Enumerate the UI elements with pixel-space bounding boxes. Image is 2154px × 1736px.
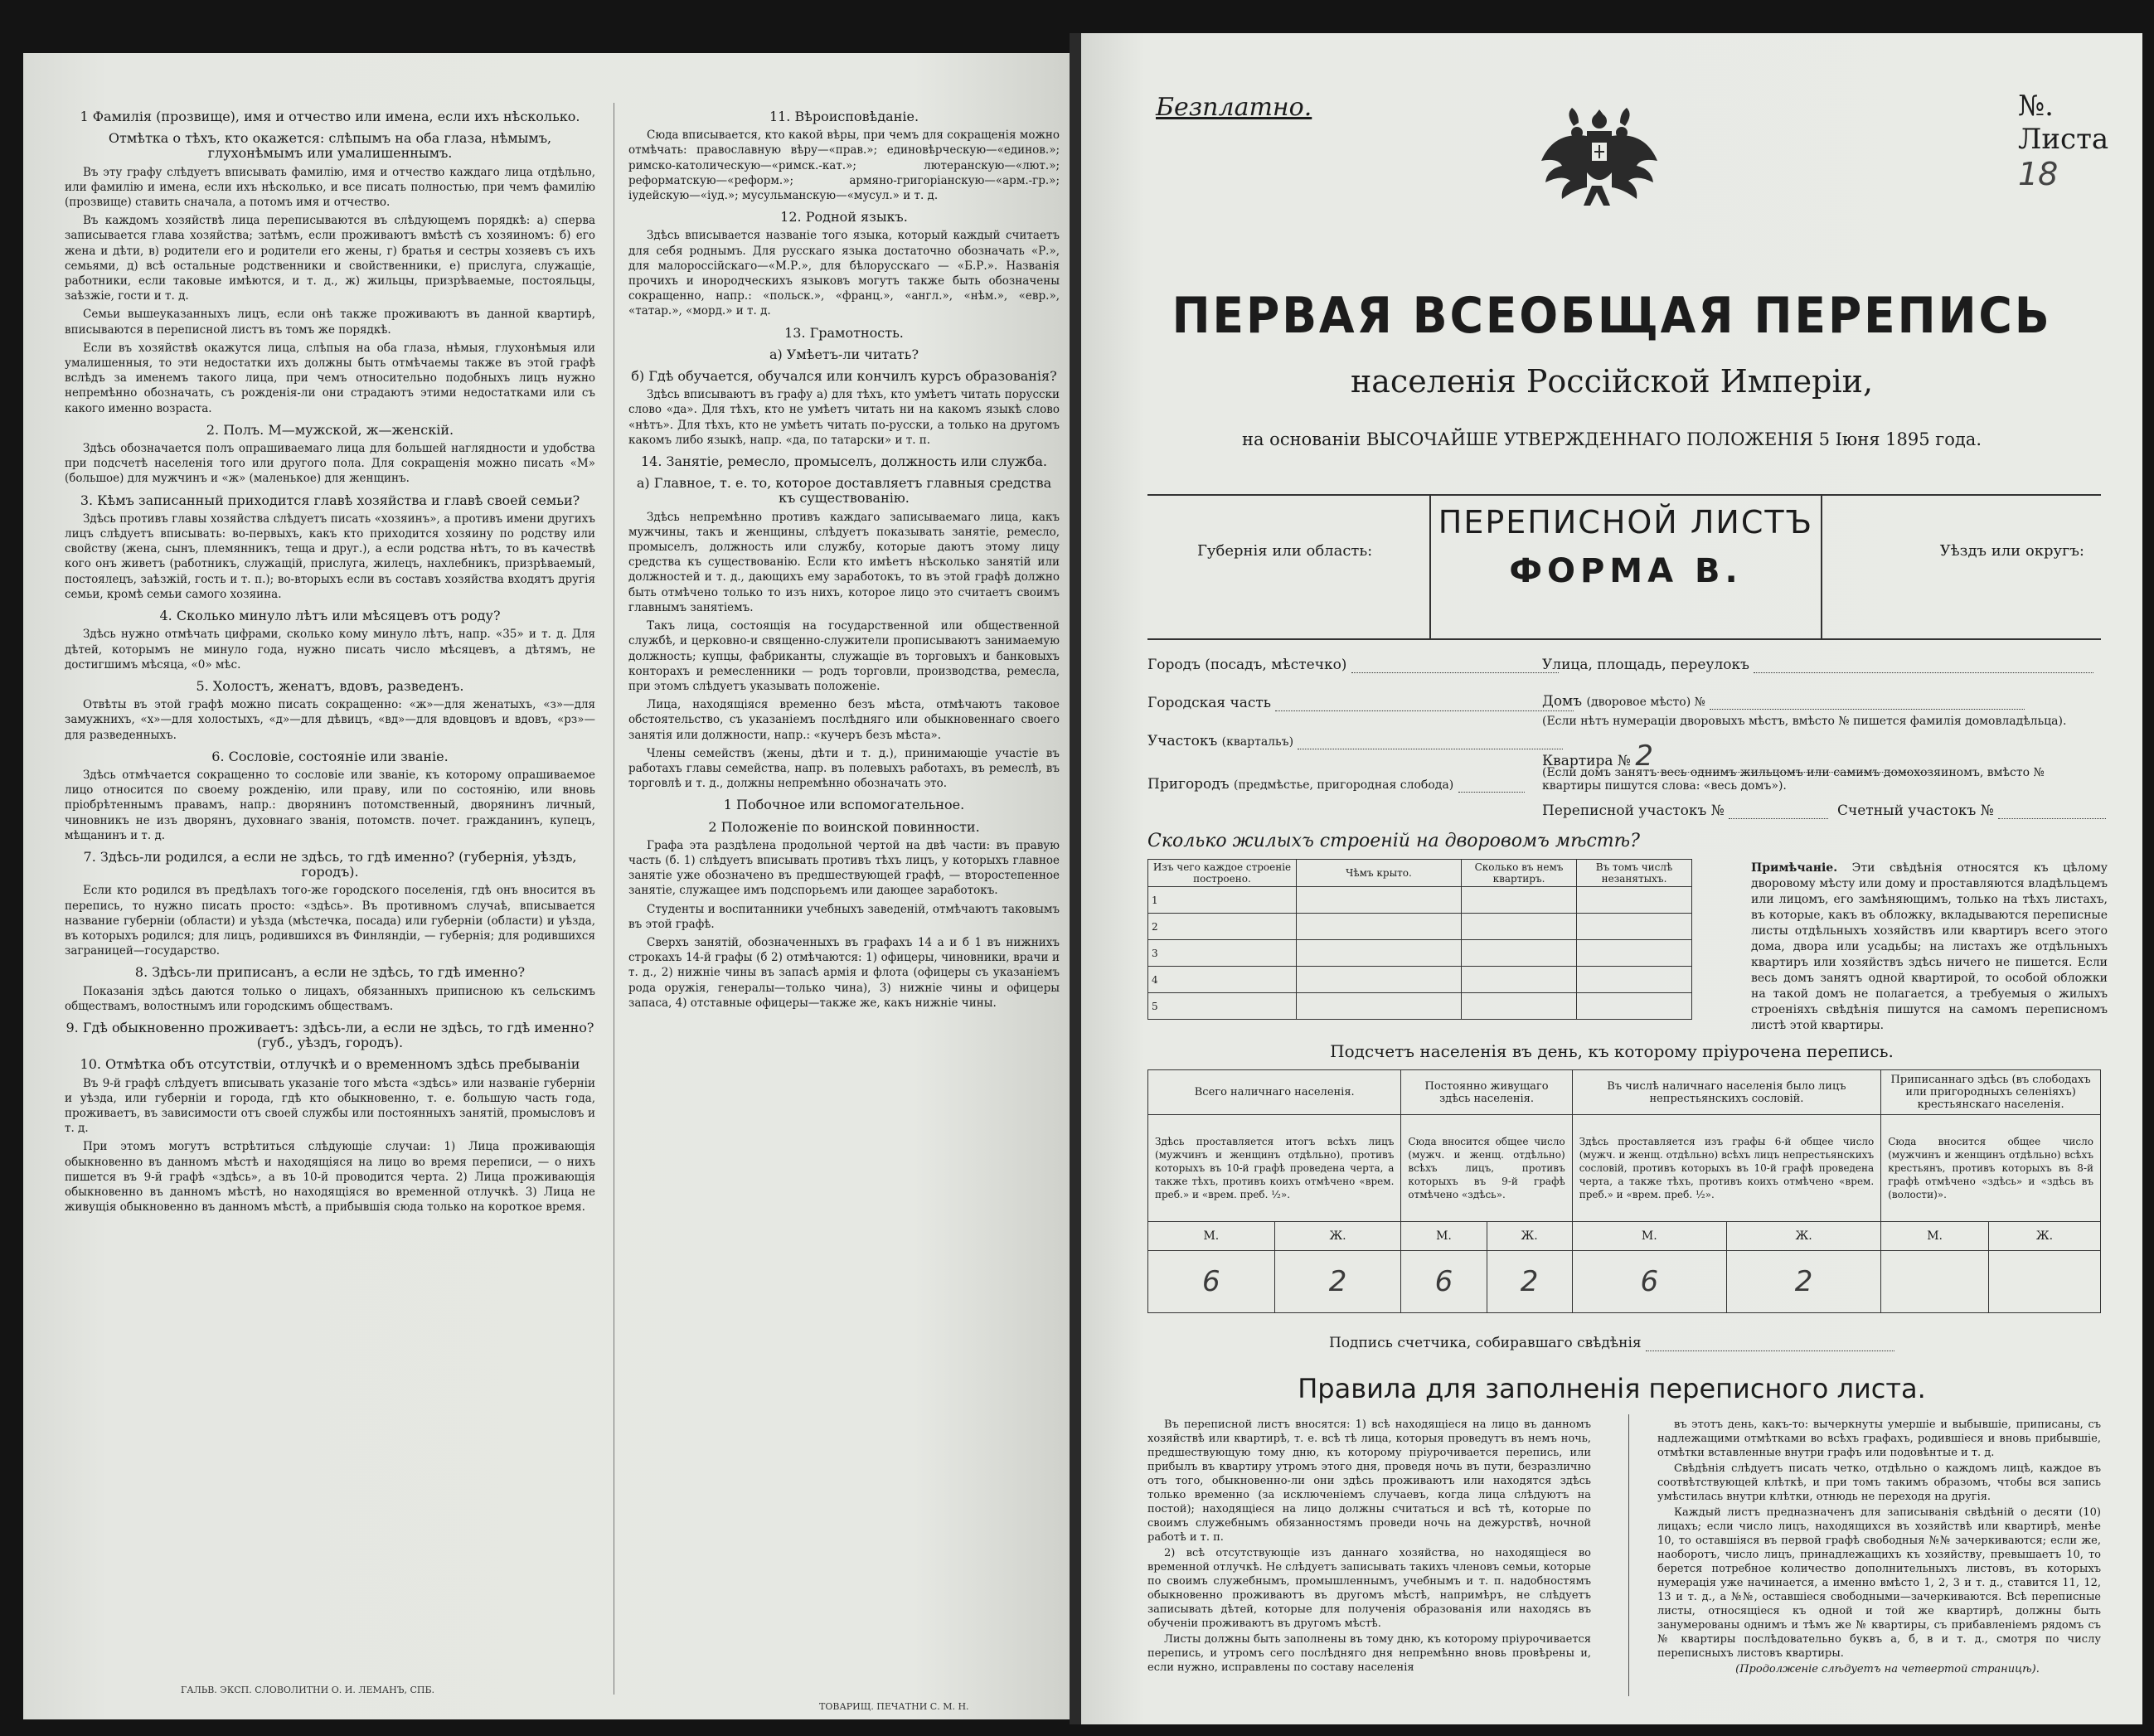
- heading-occupation: 14. Занятіе, ремесло, промыселъ, должность или служба.: [641, 453, 1047, 470]
- heading-birthplace: 7. Здѣсь-ли родился, а если не здѣсь, то гдѣ именно? (губернія, уѣздъ, городъ).: [83, 848, 577, 880]
- population-count-title: Подсчетъ населенія въ день, къ которому пріурочена перепись.: [1330, 1041, 1894, 1061]
- house-hint: (Если нѣтъ нумераціи дворовыхъ мѣстъ, вмѣсто № пишется фамилія домовладѣльца).: [1542, 715, 2067, 728]
- table-row[interactable]: [1148, 967, 1692, 993]
- signature-label: Подпись счетчика, собиравшаго свѣдѣнія: [1328, 1335, 1642, 1351]
- district-label: Участокъ: [1147, 733, 1218, 749]
- paragraph: При этомъ могутъ встрѣтиться слѣдующіе случаи: 1) Лица проживающія обыкновенно въ данномъ мѣстѣ и находящіяся на лицо во время переписи, — о нихъ пишется въ 9-й графѣ «здѣсь», а въ 10-й проводится черта. 2) Лица проживающія обыкновенно въ данномъ мѣстѣ, но находящіяся во временной отлучкѣ. 3) Лица не живущія обыкновенно въ данномъ мѣстѣ, а прибывшія сюда только на короткое время.: [65, 1140, 595, 1215]
- table-row[interactable]: [1148, 940, 1692, 967]
- value-non-peasant-female[interactable]: 2: [1726, 1251, 1880, 1313]
- paragraph: Здѣсь нужно отмѣчать цифрами, сколько кому минуло лѣтъ, напр. «35» и т. д. Для дѣтей, которымъ не минуло года, нужно писать число мѣсяцевъ, а дѣтямъ, не достигшимъ мѣсяца, «0» мѣс.: [65, 628, 595, 672]
- heading-age: 4. Сколько минуло лѣтъ или мѣсяцевъ отъ роду?: [159, 608, 501, 624]
- district-note: (квартальъ): [1221, 735, 1294, 749]
- form-title: ПЕРЕПИСНОЙ ЛИСТЪ: [1438, 504, 1814, 541]
- heading-secondary: 1 Побочное или вспомогательное.: [723, 797, 965, 813]
- heading-literacy-a: а) Умѣетъ-ли читать?: [769, 346, 919, 362]
- heading-sex: 2. Полъ. М—мужской, ж—женскій.: [206, 421, 454, 438]
- paragraph: Отвѣты въ этой графѣ можно писать сокращенно: «ж»—для женатыхъ, «з»—для замужнихъ, «х»—для холостыхъ, «д»—для дѣвицъ, «вд»—для вдовцовъ и вдовъ, «рз»—для разведенныхъ.: [65, 698, 595, 742]
- census-basis: на основаніи ВЫСОЧАЙШЕ УТВЕРЖДЕННАГО ПОЛОЖЕНІЯ 5 Іюня 1895 года.: [1241, 429, 1982, 449]
- heading-occupation-main: а) Главное, т. е. то, которое доставляетъ главныя средства къ существованію.: [636, 475, 1052, 507]
- city-field[interactable]: [1147, 657, 1559, 673]
- paragraph: Графа эта раздѣлена продольной чертой на двѣ части: въ правую часть (б. 1) слѣдуетъ вписывать противъ тѣхъ лицъ, у которыхъ главное занятіе уже обозначено въ предшествующей графѣ, — второстепенное занятіе, служащее имъ подспорьемъ или дающее заработокъ.: [628, 838, 1060, 898]
- col-roof: Чѣмъ крыто.: [1297, 860, 1462, 887]
- city-part-label: Городская часть: [1147, 695, 1272, 711]
- note-text: Эти свѣдѣнія относятся къ цѣлому дворовому мѣсту или дому и проставляются владѣльцемъ или лицомъ, его замѣняющимъ, только на тѣхъ листахъ, въ которые, какъ въ обложку, вкладываются переписные листы отдѣльныхъ хозяйствъ или квартиръ всего этого дома, двора или усадьбы; на листахъ же отдѣльныхъ квартиръ или хозяйствъ здѣсь ничего не пишется. Если весь домъ занятъ одной квартирой, то особой обложки на такой домъ не полагается, а требуемыя о жилыхъ строеніяхъ свѣдѣнія пишутся на самомъ переписномъ листѣ этой квартиры.: [1751, 861, 2108, 1032]
- col-apartments: Сколько въ немъ квартиръ.: [1462, 860, 1577, 887]
- rule-paragraph: Въ переписной листъ вносятся: 1) всѣ находящіеся на лицо въ данномъ хозяйствѣ или квартирѣ, т. е. всѣ тѣ лица, которыя проведутъ въ немъ ночь, предшествующую тому дню, къ которому пріурочивается перепись, или прибылъ въ квартиру утромъ этого дня, проведя ночь въ пути, безразлично отъ того, обыкновенно-ли они здѣсь проживаютъ или находятся здѣсь только временно (за исключеніемъ случаевъ, когда лица слѣдуютъ на постой); находящіеся на лицо должны считаться и всѣ тѣ, которые по своимъ служебнымъ обязанностямъ проведи ночь на дежурствѣ, ночной работѣ и т. п.: [1147, 1418, 1591, 1544]
- street-field[interactable]: [1542, 657, 2093, 673]
- heading-absence: 10. Отмѣтка объ отсутствіи, отлучкѣ и о временномъ здѣсь пребываніи: [80, 1056, 580, 1073]
- paragraph: Студенты и воспитанники учебныхъ заведеній, отмѣчаютъ таковымъ въ этой графѣ.: [628, 902, 1060, 931]
- table-row[interactable]: [1148, 914, 1692, 940]
- heading-registered: 8. Здѣсь-ли приписанъ, а если не здѣсь, то гдѣ именно?: [134, 964, 526, 981]
- desc-total-present: Здѣсь проставляется итогъ всѣхъ лицъ (мужчинъ и женщинъ отдѣльно), противъ которыхъ въ 10-й графѣ проведена черта, а также тѣхъ, противъ коихъ отмѣчено «врем. преб.» и «врем. преб. ½».: [1148, 1115, 1401, 1222]
- signature-field[interactable]: [1081, 1335, 2142, 1351]
- heading-marital: 5. Холостъ, женатъ, вдовъ, разведенъ.: [196, 677, 464, 694]
- paragraph: Здѣсь противъ главы хозяйства слѣдуетъ писать «хозяинъ», а противъ имени другихъ лицъ слѣдуетъ вписывать: во-первыхъ, какъ кто приходится хозяину по родству или свойству (жена, сынъ, племянникъ, теща и друг.), а если родства нѣтъ, то въ качествѣ кого онъ живетъ (работникъ, служащій, прислуга, жилецъ, нахлебникъ, призрѣваемый, постоялецъ, заѣзжій, гость и т. п.); во-вторыхъ если въ составъ хозяйства входятъ другія семьи, кромѣ семьи самого хозяина.: [65, 512, 595, 601]
- paragraph: Въ эту графу слѣдуетъ вписывать фамилію, имя и отчество каждаго лица отдѣльно, или фамилію и имена, если ихъ нѣсколько, и все писать полностью, при чемъ фамилію (прозвище) ставить сначала, а потомъ имя и отчество.: [65, 165, 595, 210]
- heading-literacy-b: б) Гдѣ обучается, обучался или кончилъ курсъ образованія?: [631, 368, 1057, 385]
- female-label: Ж.: [1726, 1222, 1880, 1251]
- female-label: Ж.: [1487, 1222, 1572, 1251]
- population-table-values[interactable]: [1148, 1251, 2101, 1313]
- counting-district-label: Счетный участокъ №: [1837, 803, 1994, 819]
- population-table-sex-row: [1148, 1222, 2101, 1251]
- buildings-note: [1751, 861, 2108, 1034]
- uezd-label: Уѣздъ или округъ:: [1939, 542, 2084, 560]
- col-total-present: Всего наличнаго населенія.: [1148, 1070, 1401, 1115]
- heading-disabilities: Отмѣтка о тѣхъ, кто окажется: слѣпымъ на оба глаза, нѣмымъ, глухонѣмымъ или умалишеннымъ.: [108, 130, 552, 162]
- buildings-question: Сколько жилыхъ строеній на дворовомъ мѣстѣ?: [1147, 831, 1640, 851]
- value-non-peasant-male[interactable]: 6: [1572, 1251, 1726, 1313]
- street-label: Улица, площадь, переулокъ: [1542, 657, 1749, 673]
- male-label: М.: [1401, 1222, 1487, 1251]
- female-label: Ж.: [1989, 1222, 2101, 1251]
- gubernia-label: Губернія или область:: [1197, 542, 1373, 560]
- paragraph: Показанія здѣсь даются только о лицахъ, обязанныхъ приписною къ сельскимъ обществамъ, волостнымъ или городскимъ обществамъ.: [65, 984, 595, 1013]
- form-header-row: [1147, 494, 2101, 640]
- paragraph: Сверхъ занятій, обозначенныхъ въ графахъ 14 а и б 1 въ нижнихъ строкахъ 14-й графы (б 2) отмѣчаются: 1) офицеры, чиновники, врачи и т. д., 2) нижніе чины въ запасѣ армія и флота (офицеры съ указаніемъ рода оружія, генералы—только чина), 3) нижніе чины и офицеры запаса, 4) отставные офицеры—также же, какъ нижніе чины.: [628, 935, 1060, 1010]
- table-row[interactable]: [1148, 993, 1692, 1020]
- paragraph: Лица, находящіяся временно безъ мѣста, отмѣчаютъ таковое обстоятельство, съ указаніемъ послѣдняго или обыкновеннаго своего занятія или должности, напр.: «кучеръ безъ мѣста».: [628, 698, 1060, 742]
- row-number: 3: [1148, 940, 1297, 967]
- population-table-descriptions: [1148, 1115, 2101, 1222]
- double-headed-eagle-emblem: [1537, 93, 1662, 217]
- house-note: (дворовое мѣсто) №: [1586, 696, 1705, 709]
- col-material: Изъ чего каждое строеніе построено.: [1148, 860, 1297, 887]
- paragraph: Здѣсь вписываютъ въ графу а) для тѣхъ, кто умѣетъ читать порусски слово «да». Для тѣхъ, кто не умѣетъ читать ни на какомъ языкѣ слово «нѣтъ». Для тѣхъ, кто не умѣетъ читать по-русски, а только на другомъ какомъ либо языкѣ, напр. «да, по татарски» и т. п.: [628, 388, 1060, 447]
- table-row[interactable]: [1148, 887, 1692, 914]
- rule-paragraph: Листы должны быть заполнены въ тому дню, къ которому пріурочивается перепись, и утромъ сего послѣдняго дня непремѣнно вновь провѣрены и, если нужно, исправлены по составу населенія: [1147, 1633, 1591, 1674]
- census-district-field[interactable]: [1542, 803, 2106, 819]
- suburb-label: Пригородъ: [1147, 776, 1230, 793]
- female-label: Ж.: [1274, 1222, 1401, 1251]
- row-number: 4: [1148, 967, 1297, 993]
- paragraph: Такъ лица, состоящія на государственной или общественной службѣ, и церковно-и священно-служители прописываютъ занимаемую должность; купцы, фабриканты, служащіе въ торговыхъ и банковыхъ конторахъ и ремесленники — родъ торговли, производства, ремесла, при этомъ слѣдуетъ указывать положеніе.: [628, 619, 1060, 693]
- house-field[interactable]: [1542, 693, 2025, 710]
- sheet-number-label: №. Листа: [2018, 90, 2109, 156]
- col-vacant: Въ томъ числѣ незанятыхъ.: [1577, 860, 1692, 887]
- rules-continuation-note: (Продолженіе слѣдуетъ на четвертой страницѣ).: [1735, 1663, 2040, 1675]
- population-count-table: [1147, 1069, 2101, 1313]
- apartment-label: Квартира №: [1542, 753, 1631, 769]
- desc-permanent: Сюда вносится общее число (мужч. и женщ. отдѣльно) всѣхъ лицъ, противъ которыхъ въ 9-й графѣ отмѣчено «здѣсь».: [1401, 1115, 1572, 1222]
- rules-divider: [1628, 1414, 1629, 1696]
- rules-column-2: [1657, 1418, 2101, 1678]
- col-permanent: Постоянно живущаго здѣсь населенія.: [1401, 1070, 1572, 1115]
- right-page-census-form: [1081, 33, 2142, 1724]
- paragraph: Если кто родился въ предѣлахъ того-же городского поселенія, гдѣ онъ вносится въ перепись, то нужно писать просто: «здѣсь». Въ противномъ случаѣ, вписывается название губерніи (области) и уѣзда (мѣстечка, посада) или губерніи (области) и уѣзда, въ которыхъ родился; для лицъ, родившихся въ Финляндіи, — губернія; для родившихся заграницей—государство.: [65, 884, 595, 958]
- census-book-spread: [23, 33, 2142, 1724]
- suburb-field[interactable]: [1147, 776, 1525, 793]
- paragraph: Члены семействъ (жены, дѣти и т. д.), принимающіе участіе въ работахъ главы семейства, напр. въ полевыхъ работахъ, въ ремеслѣ, въ торговлѣ и т. д., должны непремѣнно обозначать это.: [628, 746, 1060, 791]
- heading-residence: 9. Гдѣ обыкновенно проживаетъ: здѣсь-ли, а если не здѣсь, то гдѣ именно? (губ., уѣздъ, городъ).: [65, 1019, 594, 1051]
- free-label: Безплатно.: [1156, 93, 1312, 122]
- sheet-number-value: 18: [2018, 156, 2059, 192]
- heading-relation: 3. Кѣмъ записанный приходится главѣ хозяйства и главѣ своей семьи?: [80, 492, 580, 508]
- paragraph: Здѣсь обозначается полъ опрашиваемаго лица для большей наглядности и удобства при подсчетѣ населенія того или другого пола. Для сокращенія можно писать «М» (большое) для мужчинъ и «ж» (маленькое) для женщинъ.: [65, 442, 595, 486]
- census-subtitle: населенія Россійской Имперіи,: [1350, 363, 1874, 400]
- heading-name: 1 Фамилія (прозвище), имя и отчество или имена, если ихъ нѣсколько.: [80, 109, 580, 124]
- value-permanent-female[interactable]: 2: [1487, 1251, 1572, 1313]
- district-field[interactable]: [1147, 733, 1563, 749]
- apartment-value: 2: [1635, 739, 1654, 773]
- value-permanent-male[interactable]: 6: [1401, 1251, 1487, 1313]
- heading-estate: 6. Сословіе, состояніе или званіе.: [211, 748, 449, 764]
- col-non-peasant: Въ числѣ наличнаго населенія было лицъ непрестьянскихъ сословій.: [1572, 1070, 1881, 1115]
- buildings-table: [1147, 859, 1692, 1020]
- paragraph: Сюда вписывается, кто какой вѣры, при чемъ для сокращенія можно отмѣчать: православную вѣру—«прав.»; единовѣрческую—«единов.»; римско-католическую—«римск.-кат.»; лютеранскую—«лют.»; реформатскую—«реформ.»; армяно-григоріанскую—«арм.-гр.»; іудейскую—«іуд.»; мусульманскую—«мусул.» и т. д.: [628, 129, 1060, 203]
- heading-language: 12. Родной языкъ.: [780, 209, 908, 225]
- census-district-label: Переписной участокъ №: [1542, 803, 1725, 819]
- paragraph: Въ 9-й графѣ слѣдуетъ вписывать указаніе того мѣста «здѣсь» или названіе губерніи и уѣзда, или губерніи и города, гдѣ кто обыкновенно, т. е. большую часть года, проживаетъ, въ зависимости отъ своей службы или постоянныхъ занятій, промысловъ и т. д.: [65, 1076, 595, 1136]
- sheet-number: [2018, 90, 2142, 192]
- desc-non-peasant: Здѣсь проставляется изъ графы 6-й общее число (мужч. и женщ. отдѣльно) всѣхъ лицъ непрестьянскихъ сословій, противъ которыхъ въ 10-й графѣ проведена черта, а также тѣхъ, противъ коихъ отмѣчено «врем. преб.» и «врем. преб. ½».: [1572, 1115, 1881, 1222]
- rules-column-1: [1147, 1418, 1591, 1676]
- instructions-column-2: [628, 103, 1060, 1014]
- paragraph: Если въ хозяйствѣ окажутся лица, слѣпыя на оба глаза, нѣмыя, глухонѣмыя или умалишенныя, то эти недостатки ихъ должны быть отмѣчаемы также въ этой графѣ вслѣдъ за именемъ такого лица, при чемъ относительно подобныхъ лицъ нужно непремѣнно обозначать, съ рожденія-ли они страдаютъ этими недостатками или съ какого именно возраста.: [65, 341, 595, 415]
- heading-literacy: 13. Грамотность.: [784, 324, 904, 341]
- heading-religion: 11. Вѣроисповѣданіе.: [769, 109, 919, 124]
- row-number: 5: [1148, 993, 1297, 1020]
- rule-paragraph: въ этотъ день, какъ-то: вычеркнуты умершіе и выбывшіе, приписаны, съ надлежащими отмѣтками во всѣхъ графахъ, родившіеся и вновь прибывшіе, отмѣтки вставленные внутри графъ или подовѣнтые и т. д.: [1657, 1418, 2101, 1459]
- male-label: М.: [1572, 1222, 1726, 1251]
- rules-title: Правила для заполненія переписного листа.: [1298, 1373, 1926, 1404]
- heading-military: 2 Положеніе по воинской повинности.: [708, 818, 980, 835]
- rule-paragraph: 2) всѣ отсутствующіе изъ даннаго хозяйства, но находящіеся во временной отлучкѣ. Не слѣдуетъ записывать такихъ членовъ семьи, которые по своимъ служебнымъ, промышленнымъ, учебнымъ и т. п. надобностямъ обыкновенно проживаютъ въ другомъ мѣстѣ, напримѣръ, не слѣдуетъ записывать дѣтей, которые для полученія образованія или находясь въ обученіи проживаютъ въ другомъ мѣстѣ.: [1147, 1547, 1591, 1630]
- buildings-table-header: [1148, 860, 1692, 887]
- book-spine: [1070, 33, 1081, 1724]
- population-table-header: [1148, 1070, 2101, 1115]
- rule-paragraph: Свѣдѣнія слѣдуетъ писать четко, отдѣльно о каждомъ лицѣ, каждое въ соотвѣтствующей клѣткѣ, и при томъ такимъ образомъ, чтобы вся запись умѣстилась внутри клѣтки, отнюдь не переходя на другія.: [1657, 1462, 2101, 1503]
- col-peasant: Приписаннаго здѣсь (въ слободахъ или пригородныхъ селеніяхъ) крестьянскаго населенія.: [1881, 1070, 2101, 1115]
- left-page-instructions: [23, 53, 1070, 1719]
- value-peasant-male[interactable]: [1881, 1251, 1989, 1313]
- paragraph: Здѣсь отмѣчается сокращенно то сословіе или званіе, къ которому опрашиваемое лицо относится по своему рожденію, или праву, или по состоянію, или вновь пріобрѣтеннымъ правамъ, напр.: дворянинъ потомственный, дворянинъ личный, чиновникъ не изъ дворянъ, духовнаго званія, потомств. почет. гражданинъ, купецъ, мѣщанинъ и т. д.: [65, 768, 595, 842]
- suburb-note: (предмѣстье, пригородная слобода): [1234, 778, 1454, 792]
- paragraph: Здѣсь непремѣнно противъ каждаго записываемаго лица, какъ мужчины, такъ и женщины, слѣдуетъ показывать занятіе, ремесло, промыселъ, должность или службу, которые даютъ этому лицу средства къ существованію. Если кто имѣетъ нѣсколько занятій или должностей и т. д., дающихъ ему заработокъ, то въ этой графѣ должно быть отмѣчено только то изъ нихъ, которое лицо это считаетъ своимъ главнымъ занятіемъ.: [628, 510, 1060, 614]
- paragraph: Здѣсь вписывается названіе того языка, который каждый считаетъ для себя роднымъ. Для русскаго языка достаточно обозначать «Р.», для малороссійскаго—«М.Р.», для бѣлорусскаго — «Б.Р.». Названія прочихъ и инородческихъ языковъ могутъ также быть обозначены сокращенно, напр.: «польск.», «франц.», «англ.», «нѣм.», «евр.», «татар.», «морд.» и т. д.: [628, 229, 1060, 318]
- printer-mark: ГАЛЬВ. ЭКСП. СЛОВОЛИТНИ О. И. ЛЕМАНЪ, СПБ.: [181, 1685, 435, 1695]
- male-label: М.: [1881, 1222, 1989, 1251]
- value-total-male[interactable]: 6: [1148, 1251, 1275, 1313]
- city-part-field[interactable]: [1147, 695, 1574, 711]
- census-title: ПЕРВАЯ ВСЕОБЩАЯ ПЕРЕПИСЬ: [1172, 287, 2052, 345]
- value-total-female[interactable]: 2: [1274, 1251, 1401, 1313]
- form-title-box: [1429, 496, 1822, 638]
- paragraph: Семьи вышеуказанныхъ лицъ, если онѣ также проживаютъ въ данной квартирѣ, вписываются в переписной листъ въ томъ же порядкѣ.: [65, 308, 595, 337]
- row-number: 1: [1148, 887, 1297, 914]
- paragraph: Въ каждомъ хозяйствѣ лица переписываются въ слѣдующемъ порядкѣ: а) сперва записывается глава хозяйства; затѣмъ, если проживаютъ вмѣстѣ съ хозяиномъ: б) его жена и дѣти, в) родители его и родители его жены, г) братья и сестры хозяевъ съ ихъ семьями, д) всѣ остальные родственники и свойственники, е) прислуга, служащіе, работники, если таковые имѣются, и т. д., ж) жильцы, призрѣваемые, постояльцы, заѣзжіе, гости и т. д.: [65, 214, 595, 303]
- note-title: Примѣчаніе.: [1751, 861, 1838, 875]
- desc-peasant: Сюда вносится общее число (мужчинъ и женщинъ отдѣльно) всѣхъ крестьянъ, противъ которыхъ въ 8-й графѣ отмѣчено «здѣсь» и «здѣсь въ (волости)».: [1881, 1115, 2101, 1222]
- male-label: М.: [1148, 1222, 1275, 1251]
- row-number: 2: [1148, 914, 1297, 940]
- apartment-hint: (Если домъ занятъ весь однимъ жильцомъ или самимъ домохозяиномъ, вмѣсто № квартиры пишутся слова: «весь домъ»).: [1542, 766, 2045, 793]
- city-label: Городъ (посадъ, мѣстечко): [1147, 657, 1347, 673]
- house-label: Домъ: [1542, 693, 1583, 710]
- form-name: ФОРМА В.: [1509, 552, 1743, 590]
- instructions-column-1: [65, 103, 595, 1218]
- rule-paragraph: Каждый листъ предназначенъ для записыванія свѣдѣній о десяти (10) лицахъ; если число лицъ, находящихся въ хозяйствѣ или квартирѣ, менѣе 10, то оставшіяся въ первой графѣ свободныя №№ зачеркиваются; если же, наоборотъ, число лицъ, принадлежащихъ къ хозяйству, превышаетъ 10, то берется потребное количество дополнительныхъ листовъ, въ которыхъ нумерація уже начинается, а именно вмѣсто 1, 2, 3 и т. д., ставится 11, 12, 13 и т. д., а №№, оставшіеся свободными—зачеркиваются. Всѣ переписные листы, относящіеся къ одной и той же квартирѣ, должны быть занумерованы однимъ и тѣмъ же № квартиры, съ прибавленіемъ рядомъ съ № квартиры послѣдовательно буквъ а, б, в и т. д., смотря по числу переписныхъ листовъ квартиры.: [1657, 1506, 2101, 1660]
- printer-mark-2: ТОВАРИЩ. ПЕЧАТНИ С. М. Н.: [819, 1701, 969, 1712]
- value-peasant-female[interactable]: [1989, 1251, 2101, 1313]
